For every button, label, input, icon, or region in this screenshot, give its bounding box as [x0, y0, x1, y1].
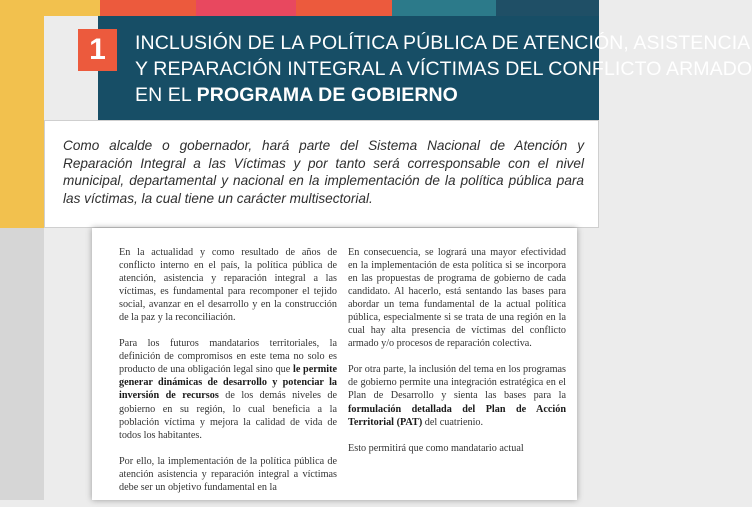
intro-box: [44, 120, 599, 228]
left-p2-start: Para los futuros mandatarios territoriales, la definición de compromisos en este tema no solo es producto de una obligación legal sino que: [119, 338, 337, 376]
section-title-box: [98, 16, 752, 120]
strip-segment-orange: [100, 0, 196, 16]
section-number-badge: 1: [78, 29, 117, 71]
left-paragraph-2: [119, 337, 337, 441]
strip-segment-yellow: [0, 0, 100, 16]
right-column: [348, 246, 566, 468]
title-line-3-prefix: EN EL: [135, 84, 197, 106]
right-paragraph-1: En consecuencia, se logrará una mayor efectividad en la implementación de esta política si se incorpora en las propuestas de programa de gobierno de cada candidato. Al hacerlo, está sentando las bases para abordar un tema fundamental de la actual política pública, especialmente si se trata de una región en la cual hay alta presencia de víctimas del conflicto armado y/o procesos de reparación colectiva.: [348, 247, 566, 350]
right-paragraph-2: [348, 363, 566, 428]
left-grey-bar: [0, 228, 44, 500]
title-line-1: INCLUSIÓN DE LA POLÍTICA PÚBLICA DE ATENCIÓN, ASISTENCIA: [135, 32, 751, 54]
color-strip: [0, 0, 599, 16]
intro-text: Como alcalde o gobernador, hará parte del Sistema Nacional de Atención y Reparación Integral a las Víctimas y por tanto será corresponsable con el nivel municipal, departamental y nacional en la implementación de la política pública para las víctimas, la cual tiene un carácter multisectorial.: [63, 138, 584, 206]
right-p2-start: Por otra parte, la inclusión del tema en los programas de gobierno permite una integración estratégica en el Plan de Desarrollo y sienta las bases para la: [348, 364, 566, 402]
left-p2-bold: le permite generar dinámicas de desarrollo y potenciar la inversión de recursos: [119, 364, 338, 402]
strip-segment-navy: [496, 0, 599, 16]
left-paragraph-3: Por ello, la implementación de la política pública de atención asistencia y reparación integral a víctimas debe ser un objetivo fundamental en la: [119, 455, 337, 493]
strip-segment-orange-2: [296, 0, 392, 16]
title-line-3: [135, 82, 589, 108]
strip-segment-pink: [196, 0, 296, 16]
title-line-3-bold: PROGRAMA DE GOBIERNO: [196, 84, 458, 106]
content-card: [92, 228, 577, 500]
left-accent-bar: [0, 16, 44, 228]
left-column: [119, 246, 337, 507]
left-p2-end: de los demás niveles de gobierno en su región, lo cual beneficia a la población víctima y mejora la calidad de vida de todos los habitantes.: [119, 390, 337, 441]
title-line-2: Y REPARACIÓN INTEGRAL A VÍCTIMAS DEL CONFLICTO ARMADO: [135, 58, 752, 80]
right-paragraph-3: Esto permitirá que como mandatario actual: [348, 442, 524, 454]
left-paragraph-1: En la actualidad y como resultado de años de conflicto interno en el país, la política pública de atención, asistencia y reparación integral a las víctimas, es fundamental para recomponer el tejido social, avanzar en el desarrollo y en la construcción de la paz y la reconciliación.: [119, 247, 337, 324]
right-p2-bold: formulación detallada del Plan de Acción Territorial (PAT): [348, 403, 566, 428]
strip-segment-teal: [392, 0, 496, 16]
right-p2-end: del cuatrienio.: [422, 416, 484, 428]
